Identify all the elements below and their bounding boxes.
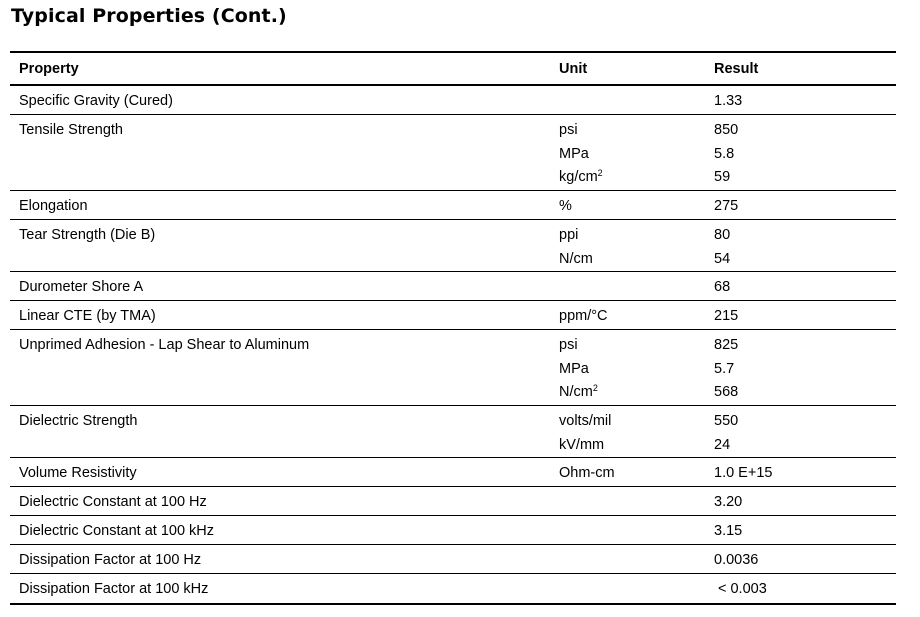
unit-value: ppm/°C [559, 308, 608, 324]
result-value: < 0.003 [718, 581, 767, 597]
result-value: 275 [714, 198, 739, 214]
table-row [10, 330, 896, 406]
unit-value: volts/mil [559, 413, 612, 429]
superscript-2: 2 [592, 383, 598, 393]
table-row [10, 272, 896, 301]
result-value: 59 [714, 169, 731, 185]
table-row [10, 220, 896, 272]
unit-value: ppi [559, 227, 579, 243]
page-title: Typical Properties (Cont.) [11, 5, 287, 27]
table-row [10, 406, 896, 458]
unit-value: % [559, 198, 572, 214]
table-row [10, 516, 896, 545]
property-name: Elongation [19, 198, 88, 214]
header-property: Property [19, 60, 79, 77]
unit-value: psi [559, 122, 578, 138]
property-name: Tensile Strength [19, 122, 123, 138]
unit-value: MPa [559, 360, 589, 377]
table-row [10, 115, 896, 191]
result-value: 68 [714, 279, 731, 295]
property-name: Specific Gravity (Cured) [19, 93, 173, 109]
table-header [10, 53, 896, 86]
unit-value: Ohm-cm [559, 465, 615, 481]
table-row [10, 574, 896, 603]
header-unit: Unit [559, 60, 588, 77]
result-value: 5.7 [714, 360, 735, 377]
header-result: Result [714, 60, 759, 77]
result-value: 24 [714, 436, 731, 453]
unit-value: N/cm [559, 250, 593, 267]
table-row [10, 86, 896, 115]
result-value: 568 [714, 384, 739, 400]
properties-table [10, 51, 896, 605]
unit-text: kg/cm [559, 169, 598, 185]
superscript-2: 2 [597, 168, 603, 178]
table-row [10, 301, 896, 330]
result-value: 1.33 [714, 93, 743, 109]
unit-value: MPa [559, 145, 589, 162]
property-name: Dielectric Constant at 100 kHz [19, 523, 215, 539]
property-name: Unprimed Adhesion - Lap Shear to Aluminum [19, 337, 310, 353]
property-name: Linear CTE (by TMA) [19, 308, 156, 324]
result-value: 3.20 [714, 494, 743, 510]
table-row [10, 545, 896, 574]
property-name: Volume Resistivity [19, 465, 137, 481]
table-row [10, 458, 896, 487]
result-value: 54 [714, 250, 731, 267]
result-value: 215 [714, 308, 739, 324]
unit-value-ncm2 [559, 383, 714, 401]
property-name: Durometer Shore A [19, 279, 144, 295]
result-value: 5.8 [714, 145, 735, 162]
result-value: 3.15 [714, 523, 743, 539]
result-value: 1.0 E+15 [714, 465, 773, 481]
property-name: Tear Strength (Die B) [19, 227, 156, 243]
table-row [10, 487, 896, 516]
result-value: 550 [714, 413, 739, 429]
property-name: Dielectric Constant at 100 Hz [19, 494, 207, 510]
property-name: Dissipation Factor at 100 Hz [19, 552, 202, 568]
result-value: 80 [714, 227, 731, 243]
unit-value: psi [559, 337, 578, 353]
table-row [10, 191, 896, 220]
unit-value: kV/mm [559, 436, 605, 453]
result-value: 850 [714, 122, 739, 138]
property-name: Dissipation Factor at 100 kHz [19, 581, 209, 597]
unit-text: N/cm [559, 384, 593, 400]
result-value: 0.0036 [714, 552, 759, 568]
result-value: 825 [714, 337, 739, 353]
property-name: Dielectric Strength [19, 413, 138, 429]
unit-value-kgcm2 [559, 168, 714, 186]
